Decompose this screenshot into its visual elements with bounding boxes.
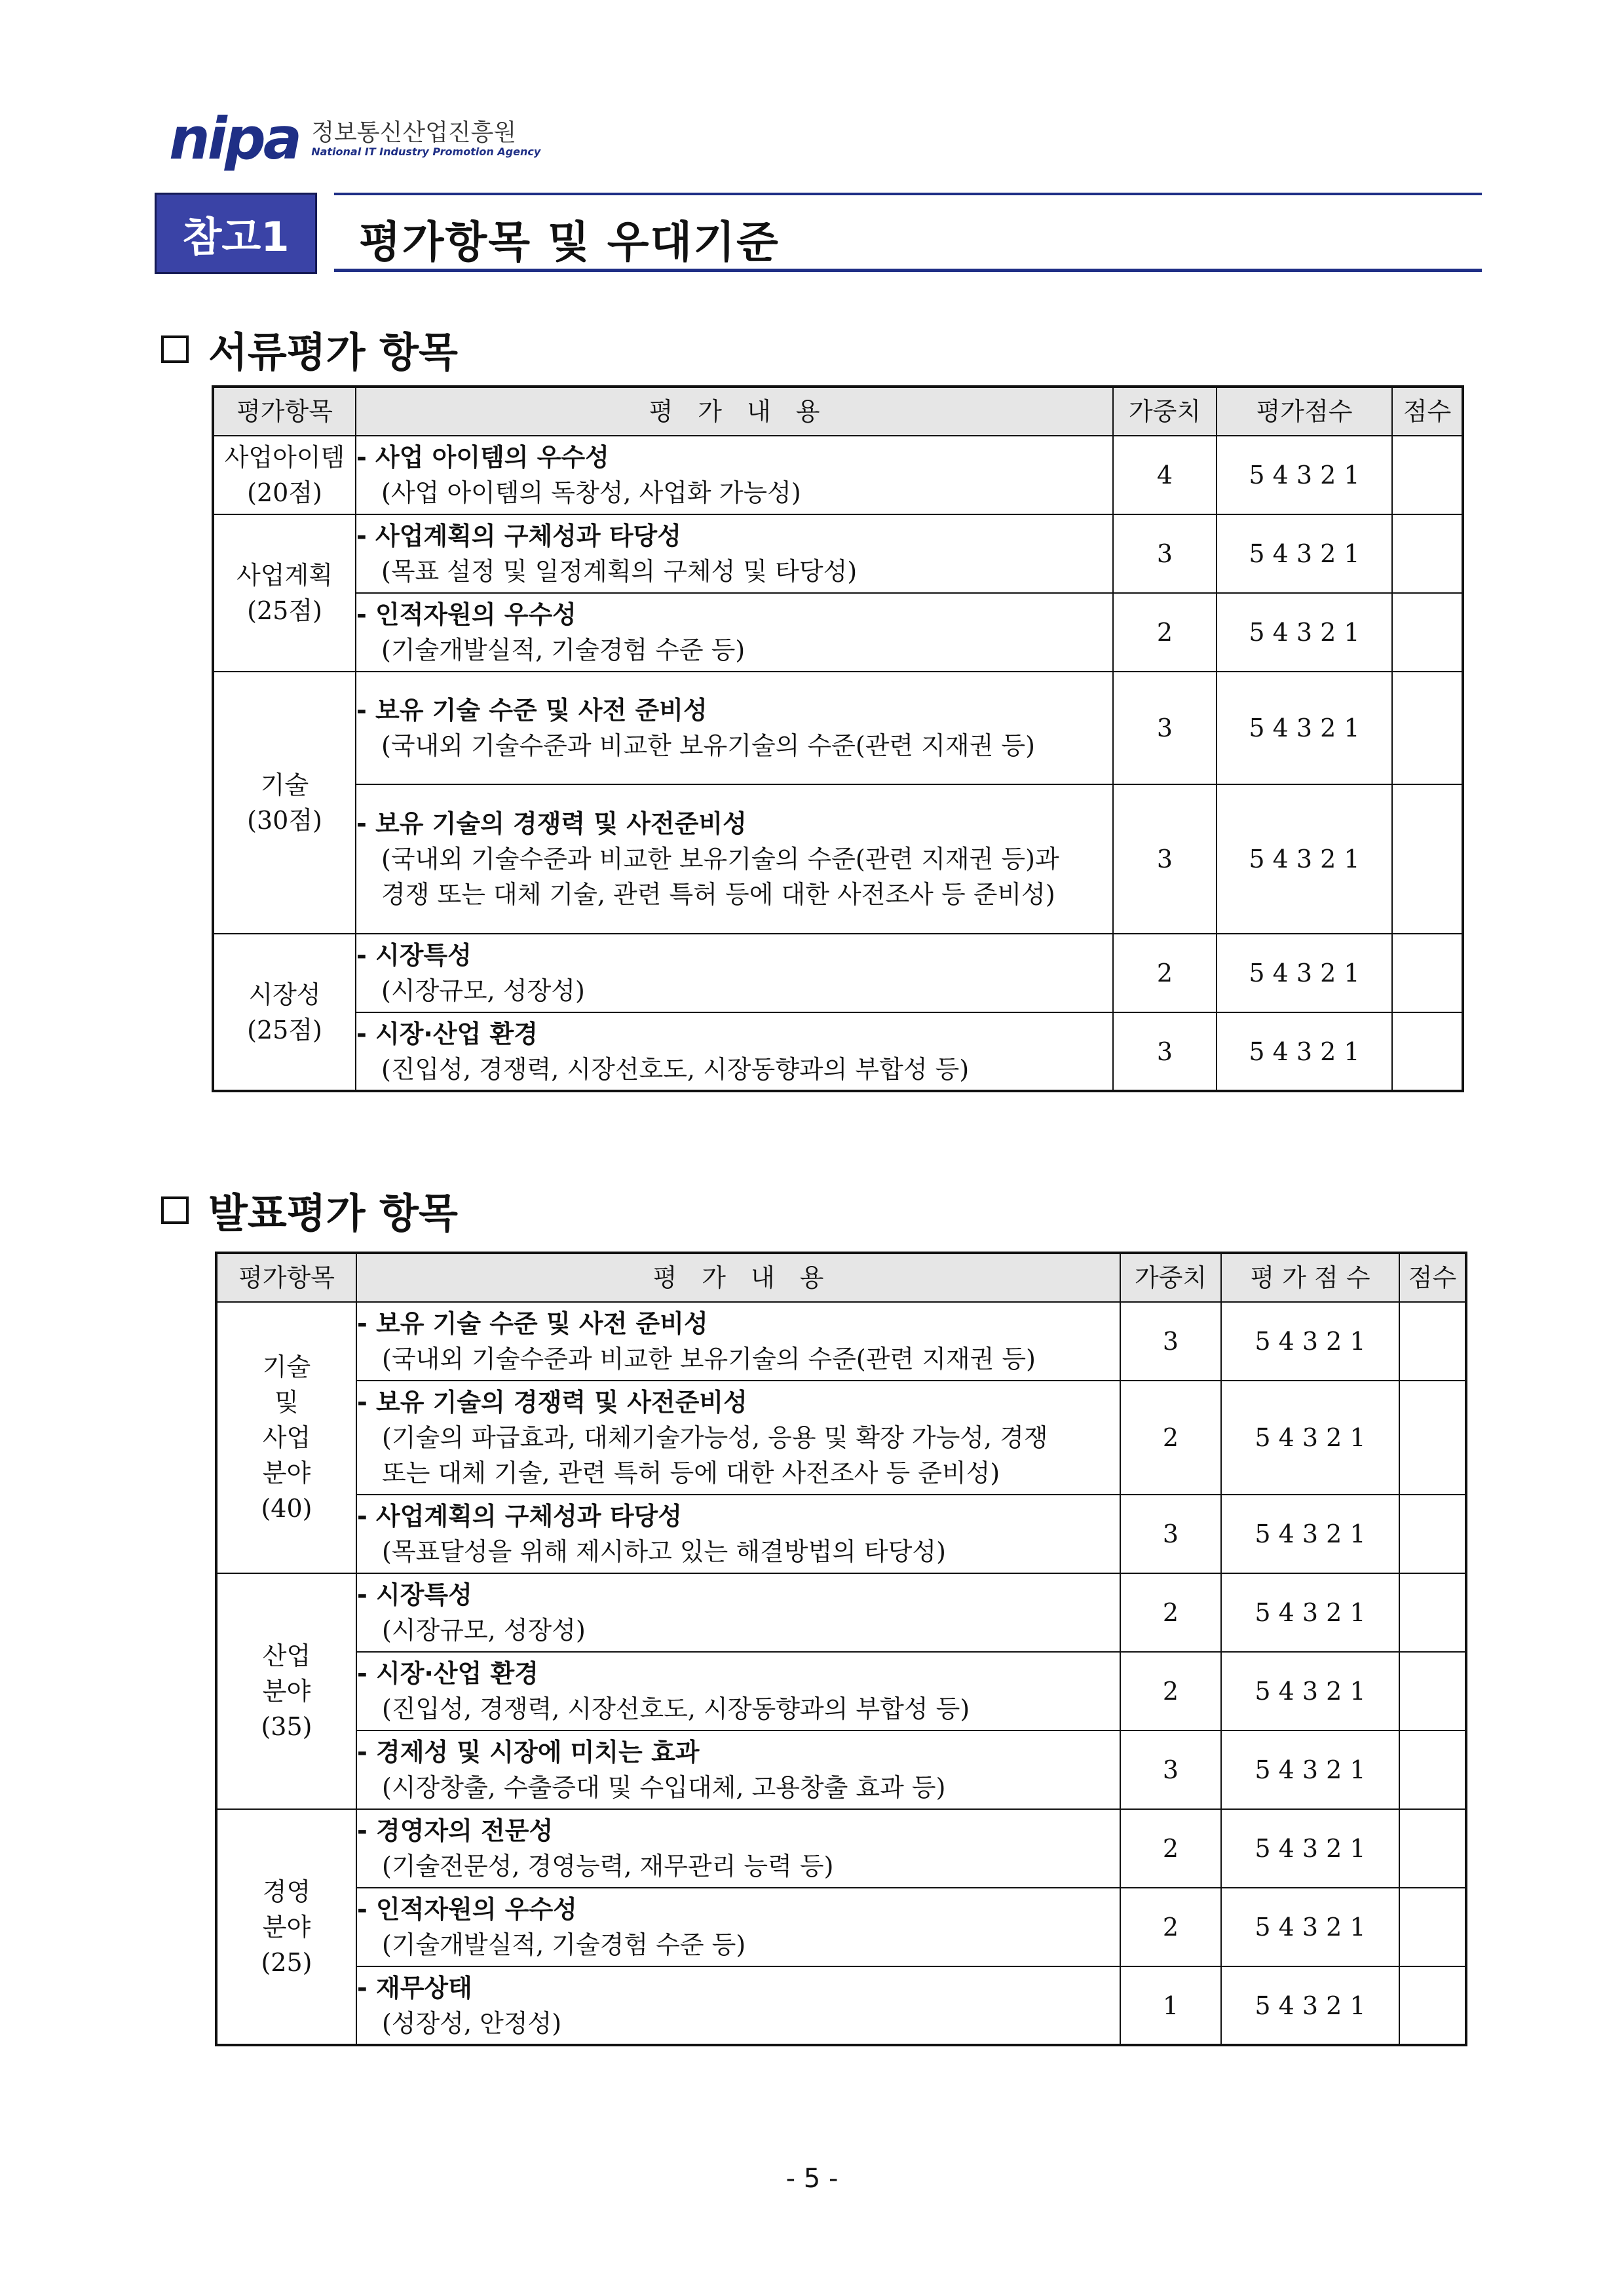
item-description: (국내외 기술수준과 비교한 보유기술의 수준(관련 지재권 등) (382, 1345, 1036, 1373)
item-title: - 재무상태 (357, 1973, 472, 2002)
score-input-cell[interactable] (1399, 1966, 1466, 2045)
table-row (216, 1809, 1466, 1888)
score-options-cell: 5 4 3 2 1 (1217, 514, 1392, 593)
item-description-cont: 또는 대체 기술, 관련 특허 등에 대한 사전조사 등 준비성) (382, 1459, 1000, 1487)
item-description: (시장규모, 성장성) (381, 976, 585, 1005)
header-category: 평가항목 (216, 1253, 356, 1302)
content-cell (356, 1731, 1120, 1809)
score-input-cell[interactable] (1399, 1652, 1466, 1731)
item-description: (시장규모, 성장성) (382, 1616, 586, 1645)
page-number: - 5 - (785, 2164, 839, 2194)
item-description: (목표 설정 및 일정계획의 구체성 및 타당성) (381, 557, 858, 586)
logo-korean: 정보통신산업진흥원 (311, 119, 517, 146)
category-label: 및 (274, 1388, 299, 1417)
score-options-cell: 5 4 3 2 1 (1221, 1381, 1399, 1495)
header-weight: 가중치 (1113, 387, 1217, 436)
score-options-cell: 5 4 3 2 1 (1221, 1809, 1399, 1888)
score-input-cell[interactable] (1399, 1495, 1466, 1573)
item-description: (국내외 기술수준과 비교한 보유기술의 수준(관련 지재권 등) (381, 731, 1035, 760)
table-row (213, 672, 1463, 784)
score-input-cell[interactable] (1392, 514, 1463, 593)
category-points: (25점) (247, 596, 322, 625)
reference-badge: 참고1 (155, 193, 317, 274)
header-eval-score: 평 가 점 수 (1221, 1253, 1399, 1302)
weight-cell: 2 (1120, 1809, 1221, 1888)
content-cell (356, 593, 1113, 672)
content-cell (356, 1012, 1113, 1091)
item-description: (기술개발실적, 기술경험 수준 등) (382, 1930, 746, 1959)
pres-section-heading (161, 1181, 458, 1239)
weight-cell: 3 (1113, 784, 1217, 934)
weight-cell: 3 (1120, 1302, 1221, 1381)
content-cell (356, 1302, 1120, 1381)
table-row (216, 1652, 1466, 1731)
weight-cell: 2 (1120, 1381, 1221, 1495)
item-title: - 사업계획의 구체성과 타당성 (356, 522, 681, 550)
logo-mark: nipa (169, 105, 300, 172)
item-description: (사업 아이템의 독창성, 사업화 가능성) (381, 478, 801, 507)
header-weight: 가중치 (1120, 1253, 1221, 1302)
weight-cell: 4 (1113, 436, 1217, 514)
header-category: 평가항목 (213, 387, 356, 436)
weight-cell: 1 (1120, 1966, 1221, 2045)
checkbox-icon (161, 1196, 189, 1224)
item-title: - 인적자원의 우수성 (357, 1895, 577, 1924)
table-row (213, 934, 1463, 1012)
category-points: (30점) (247, 806, 322, 835)
score-options-cell: 5 4 3 2 1 (1217, 436, 1392, 514)
title-rule-bottom (334, 269, 1482, 272)
header-content: 평 가 내 용 (356, 387, 1113, 436)
category-label: 분야 (262, 1677, 311, 1706)
item-description: (시장창출, 수출증대 및 수입대체, 고용창출 효과 등) (382, 1773, 946, 1802)
category-label: 기술 (262, 1352, 311, 1381)
category-points: (25점) (247, 1015, 322, 1044)
category-label: 시장성 (248, 980, 321, 1009)
item-description: (국내외 기술수준과 비교한 보유기술의 수준(관련 지재권 등)과 (381, 845, 1059, 873)
item-description: (기술전문성, 경영능력, 재무관리 능력 등) (382, 1852, 834, 1881)
category-label: 분야 (262, 1459, 311, 1487)
weight-cell: 2 (1113, 934, 1217, 1012)
weight-cell: 2 (1120, 1652, 1221, 1731)
item-title: - 경영자의 전문성 (357, 1816, 554, 1845)
category-points: (35) (261, 1712, 312, 1741)
category-label: 산업 (262, 1641, 311, 1670)
item-title: - 인적자원의 우수성 (356, 600, 576, 629)
content-cell (356, 1966, 1120, 2045)
header-score: 점수 (1392, 387, 1463, 436)
weight-cell: 2 (1120, 1888, 1221, 1966)
pres-section-title: 발표평가 항목 (208, 1189, 458, 1237)
weight-cell: 3 (1113, 672, 1217, 784)
weight-cell: 3 (1113, 1012, 1217, 1091)
score-options-cell: 5 4 3 2 1 (1217, 1012, 1392, 1091)
item-title: - 사업계획의 구체성과 타당성 (357, 1502, 682, 1531)
item-description: (성장성, 안정성) (382, 2008, 562, 2038)
score-input-cell[interactable] (1399, 1381, 1466, 1495)
table-row (216, 1302, 1466, 1381)
table-header-row (213, 387, 1463, 436)
score-options-cell: 5 4 3 2 1 (1217, 784, 1392, 934)
score-input-cell[interactable] (1399, 1809, 1466, 1888)
category-cell (216, 1809, 356, 2045)
table-row (216, 1966, 1466, 2045)
header-eval-score: 평가점수 (1217, 387, 1392, 436)
category-label: 분야 (262, 1912, 311, 1942)
item-description: (기술의 파급효과, 대체기술가능성, 응용 및 확장 가능성, 경쟁 (382, 1423, 1048, 1452)
table-row (213, 784, 1463, 934)
score-input-cell[interactable] (1399, 1731, 1466, 1809)
category-cell (216, 1573, 356, 1809)
category-cell (213, 514, 356, 672)
score-options-cell: 5 4 3 2 1 (1221, 1495, 1399, 1573)
weight-cell: 3 (1113, 514, 1217, 593)
category-cell (213, 934, 356, 1091)
score-options-cell: 5 4 3 2 1 (1217, 672, 1392, 784)
score-input-cell[interactable] (1392, 672, 1463, 784)
item-description-cont: 경쟁 또는 대체 기술, 관련 특허 등에 대한 사전조사 등 준비성) (381, 880, 1055, 909)
category-label: 경영 (262, 1877, 311, 1906)
item-title: - 보유 기술 수준 및 사전 준비성 (357, 1309, 708, 1338)
score-input-cell[interactable] (1399, 1888, 1466, 1966)
doc-eval-table (212, 385, 1464, 1092)
category-label: 기술 (260, 771, 309, 799)
content-cell (356, 1809, 1120, 1888)
item-title: - 시장특성 (357, 1580, 472, 1609)
item-title: - 시장·산업 환경 (356, 1019, 538, 1048)
pres-eval-table (215, 1252, 1467, 2046)
header-content: 평 가 내 용 (356, 1253, 1120, 1302)
score-options-cell: 5 4 3 2 1 (1221, 1573, 1399, 1652)
score-options-cell: 5 4 3 2 1 (1221, 1302, 1399, 1381)
content-cell (356, 1652, 1120, 1731)
page-title: 평가항목 및 우대기준 (359, 217, 780, 267)
title-rule-top (334, 193, 1482, 195)
item-title: - 시장·산업 환경 (357, 1659, 538, 1688)
item-title: - 사업 아이템의 우수성 (356, 443, 609, 472)
logo-english: National IT Industry Promotion Agency (311, 145, 541, 159)
category-label: 사업아이템 (224, 443, 345, 472)
item-description: (진입성, 경쟁력, 시장선호도, 시장동향과의 부합성 등) (381, 1054, 970, 1084)
doc-section-heading (161, 320, 458, 378)
score-options-cell: 5 4 3 2 1 (1217, 593, 1392, 672)
item-title: - 시장특성 (356, 941, 472, 970)
nipa-logo (169, 105, 541, 172)
content-cell (356, 934, 1113, 1012)
item-description: (기술개발실적, 기술경험 수준 등) (381, 636, 746, 664)
weight-cell: 3 (1120, 1495, 1221, 1573)
score-input-cell[interactable] (1392, 1012, 1463, 1091)
logo-text (311, 120, 540, 159)
category-points: (40) (261, 1494, 312, 1523)
content-cell (356, 1573, 1120, 1652)
score-options-cell: 5 4 3 2 1 (1221, 1966, 1399, 2045)
category-cell (216, 1302, 356, 1573)
content-cell (356, 1495, 1120, 1573)
category-cell (213, 436, 356, 514)
item-description: (진입성, 경쟁력, 시장선호도, 시장동향과의 부합성 등) (382, 1694, 970, 1723)
item-title: - 보유 기술의 경쟁력 및 사전준비성 (356, 809, 747, 838)
score-options-cell: 5 4 3 2 1 (1221, 1888, 1399, 1966)
score-input-cell[interactable] (1399, 1573, 1466, 1652)
content-cell (356, 784, 1113, 934)
table-row (216, 1888, 1466, 1966)
doc-section-title: 서류평가 항목 (208, 328, 458, 376)
weight-cell: 2 (1120, 1573, 1221, 1652)
table-row (213, 593, 1463, 672)
content-cell (356, 436, 1113, 514)
content-cell (356, 1888, 1120, 1966)
table-row (216, 1573, 1466, 1652)
item-description: (목표달성을 위해 제시하고 있는 해결방법의 타당성) (382, 1537, 946, 1566)
score-input-cell[interactable] (1399, 1302, 1466, 1381)
header-score: 점수 (1399, 1253, 1466, 1302)
weight-cell: 3 (1120, 1731, 1221, 1809)
table-row (213, 1012, 1463, 1091)
category-label: 사업계획 (236, 561, 333, 590)
score-input-cell[interactable] (1392, 784, 1463, 934)
checkbox-icon (161, 335, 189, 363)
table-row (213, 436, 1463, 514)
category-cell (213, 672, 356, 934)
score-options-cell: 5 4 3 2 1 (1221, 1731, 1399, 1809)
content-cell (356, 672, 1113, 784)
category-points: (25) (261, 1947, 312, 1977)
score-options-cell: 5 4 3 2 1 (1217, 934, 1392, 1012)
table-row (216, 1381, 1466, 1495)
content-cell (356, 514, 1113, 593)
score-input-cell[interactable] (1392, 436, 1463, 514)
score-options-cell: 5 4 3 2 1 (1221, 1652, 1399, 1731)
content-cell (356, 1381, 1120, 1495)
score-input-cell[interactable] (1392, 593, 1463, 672)
item-title: - 보유 기술의 경쟁력 및 사전준비성 (357, 1388, 747, 1417)
category-label: 사업 (262, 1423, 311, 1452)
item-title: - 보유 기술 수준 및 사전 준비성 (356, 696, 708, 725)
weight-cell: 2 (1113, 593, 1217, 672)
table-row (216, 1731, 1466, 1809)
table-header-row (216, 1253, 1466, 1302)
table-row (216, 1495, 1466, 1573)
item-title: - 경제성 및 시장에 미치는 효과 (357, 1738, 700, 1767)
category-points: (20점) (247, 478, 322, 507)
score-input-cell[interactable] (1392, 934, 1463, 1012)
table-row (213, 514, 1463, 593)
